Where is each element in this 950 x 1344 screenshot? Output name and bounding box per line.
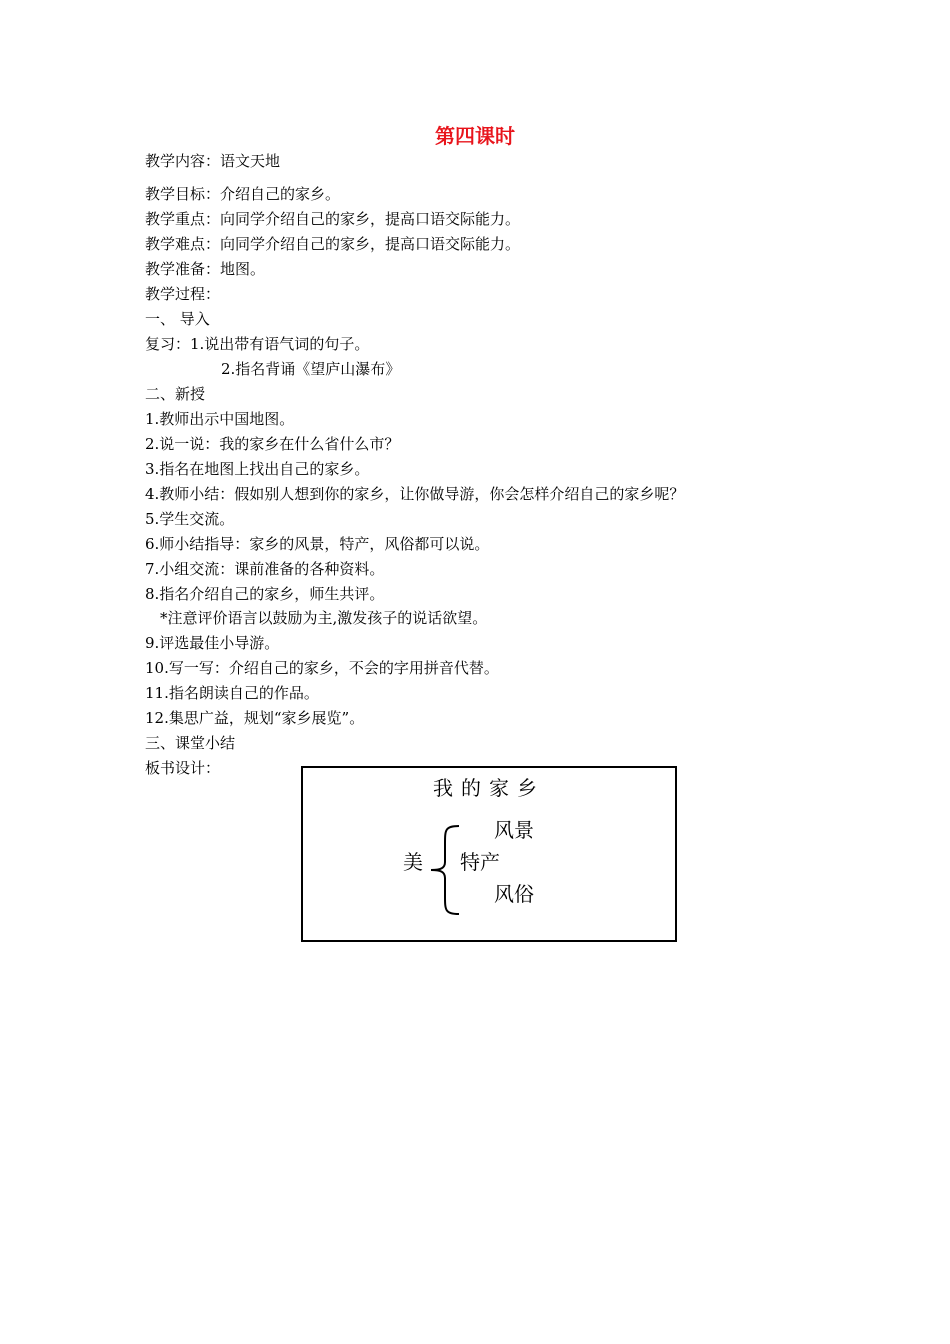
step-8: 8.指名介绍自己的家乡，师生共评。 xyxy=(145,585,385,603)
board-root-word: 美 xyxy=(403,850,423,874)
step-1: 1.教师出示中国地图。 xyxy=(145,410,295,428)
curly-brace-icon xyxy=(427,824,463,916)
review-item-1: 复习：1.说出带有语气词的句子。 xyxy=(145,335,370,353)
teaching-focus: 教学重点：向同学介绍自己的家乡，提高口语交际能力。 xyxy=(145,210,521,228)
step-5: 5.学生交流。 xyxy=(145,510,235,528)
teaching-difficulty: 教学难点：向同学介绍自己的家乡，提高口语交际能力。 xyxy=(145,235,521,253)
step-12: 12.集思广益，规划“家乡展览”。 xyxy=(145,709,365,727)
teaching-process-heading: 教学过程： xyxy=(145,285,221,303)
step-9: 9.评选最佳小导游。 xyxy=(145,634,280,652)
section-summary: 三、课堂小结 xyxy=(145,734,236,752)
board-design-label: 板书设计： xyxy=(145,759,221,777)
step-10: 10.写一写：介绍自己的家乡，不会的字用拼音代替。 xyxy=(145,659,499,677)
review-item-2: 2.指名背诵《望庐山瀑布》 xyxy=(221,360,401,378)
teaching-content: 教学内容：语文天地 xyxy=(145,152,281,170)
step-11: 11.指名朗读自己的作品。 xyxy=(145,684,319,702)
board-item-scenery: 风景 xyxy=(494,818,534,842)
board-item-customs: 风俗 xyxy=(494,882,534,906)
step-3: 3.指名在地图上找出自己的家乡。 xyxy=(145,460,370,478)
teaching-preparation: 教学准备：地图。 xyxy=(145,260,266,278)
step-7: 7.小组交流：课前准备的各种资料。 xyxy=(145,560,385,578)
step-4: 4.教师小结：假如别人想到你的家乡，让你做导游，你会怎样介绍自己的家乡呢？ xyxy=(145,485,685,503)
board-title: 我的家乡 xyxy=(433,776,545,800)
teaching-goal: 教学目标：介绍自己的家乡。 xyxy=(145,185,341,203)
evaluation-note: *注意评价语言以鼓励为主,激发孩子的说话欲望。 xyxy=(160,609,488,627)
board-item-specialty: 特产 xyxy=(460,850,500,874)
section-introduction: 一、 导入 xyxy=(145,310,210,328)
blackboard-design-box xyxy=(301,766,677,942)
step-6: 6.师小结指导：家乡的风景，特产，风俗都可以说。 xyxy=(145,535,490,553)
lesson-title: 第四课时 xyxy=(435,124,515,148)
section-new-lesson: 二、新授 xyxy=(145,385,206,403)
step-2: 2.说一说：我的家乡在什么省什么市？ xyxy=(145,435,400,453)
